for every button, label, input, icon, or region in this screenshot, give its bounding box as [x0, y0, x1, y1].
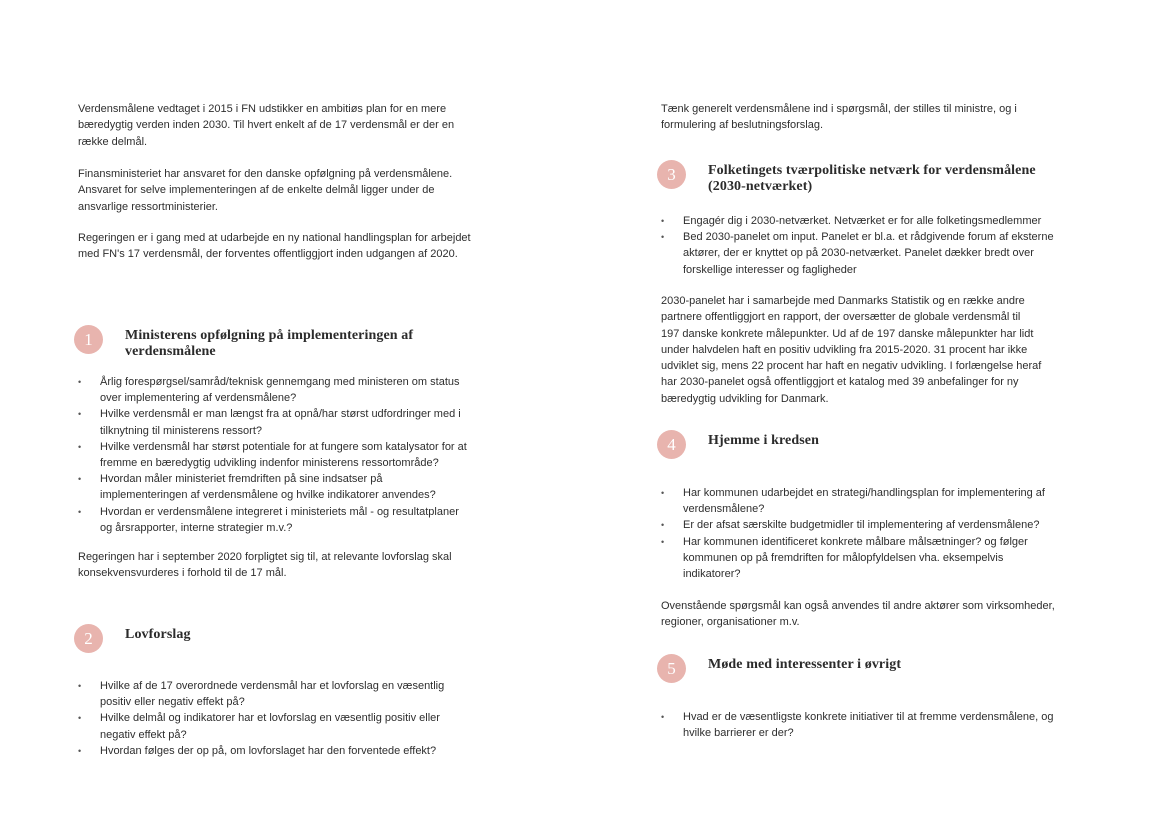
section-1-after-paragraph	[78, 549, 518, 582]
right-intro-text: Tænk generelt verdensmålene ind i spørgsmål, der stilles til ministre, og i formulering af beslutningsforslag.	[661, 103, 1017, 132]
list-item: • Hvilke verdensmål har størst potentiale for at fungere som katalysator for at fremme en bæredygtig udvikling indenfor ministerens ressortområde?	[78, 439, 518, 471]
section-5-title: Møde med interessenter i øvrigt	[708, 657, 902, 672]
list-item: • Har kommunen udarbejdet en strategi/handlingsplan for implementering af verdensmålene?	[661, 485, 1101, 517]
list-item: • Årlig forespørgsel/samråd/teknisk gennemgang med ministeren om status over implementering af verdensmålene?	[78, 374, 518, 406]
list-item: • Engagér dig i 2030-netværket. Netværket er for alle folketingsmedlemmer	[661, 213, 1101, 229]
section-2-title: Lovforslag	[125, 627, 191, 642]
section-1-after-text: Regeringen har i september 2020 forpligtet sig til, at relevante lovforslag skal konsekvensvurderes i forhold til de 17 mål.	[78, 551, 452, 580]
section-4-after-text: Ovenstående spørgsmål kan også anvendes til andre aktører som virksomheder, regioner, organisationer m.v.	[661, 600, 1055, 629]
intro-paragraph-2	[78, 166, 518, 215]
section-4-number-badge: 4	[657, 430, 686, 459]
section-3-heading	[657, 160, 1097, 195]
section-4-title: Hjemme i kredsen	[708, 433, 819, 448]
list-item: • Bed 2030-panelet om input. Panelet er bl.a. et rådgivende forum af eksterne aktører, der er knyttet op på 2030-netværket. Panelet dækker bredt over forskellige interesser og fagligheder	[661, 229, 1101, 278]
list-item: • Hvordan følges der op på, om lovforslaget har den forventede effekt?	[78, 743, 518, 759]
section-5-number-badge: 5	[657, 654, 686, 683]
section-1-number-badge: 1	[74, 325, 103, 354]
section-5-heading	[657, 654, 1097, 683]
section-3-after-paragraph	[661, 293, 1101, 407]
intro-paragraph-3	[78, 230, 518, 263]
section-5-bullet-list	[661, 709, 1101, 741]
list-item: • Hvilke delmål og indikatorer har et lovforslag en væsentlig positiv eller negativ effekt på?	[78, 710, 518, 742]
section-3-after-text: 2030-panelet har i samarbejde med Danmarks Statistik og en række andre partnere offentliggjort en rapport, der oversætter de globale verdensmål til 197 danske konkrete målepunkter. Ud af de 197 danske målepunkter har lidt under halvdelen haft en positiv udvikling fra 2015-2020. 31 procent har ikke udviklet sig, mens 22 procent har haft en negativ udvikling. I forlængelse heraf har 2030-panelet også offentliggjort et katalog med 39 anbefalinger for ny bæredygtig udvikling for Danmark.	[661, 295, 1042, 405]
list-item: • Hvilke verdensmål er man længst fra at opnå/har størst udfordringer med i tilknytning til ministerens ressort?	[78, 406, 518, 438]
section-3-bullet-list	[661, 213, 1101, 278]
list-item: • Hvordan måler ministeriet fremdriften på sine indsatser på implementeringen af verdensmålene og hvilke indikatorer anvendes?	[78, 471, 518, 503]
right-intro-paragraph	[661, 101, 1101, 134]
section-2-number-badge: 2	[74, 624, 103, 653]
list-item: • Hvordan er verdensmålene integreret i ministeriets mål - og resultatplaner og årsrapporter, interne strategier m.v.?	[78, 504, 518, 536]
intro-text-1: Verdensmålene vedtaget i 2015 i FN udstikker en ambitiøs plan for en mere bæredygtig verden inden 2030. Til hvert enkelt af de 17 verdensmål er der en række delmål.	[78, 103, 455, 148]
section-3-number-badge: 3	[657, 160, 686, 189]
section-1-heading	[74, 325, 514, 360]
list-item: • Er der afsat særskilte budgetmidler til implementering af verdensmålene?	[661, 517, 1101, 533]
section-1-title: Ministerens opfølgning på implementeringen af verdensmålene	[125, 328, 414, 359]
intro-text-2: Finansministeriet har ansvaret for den danske opfølgning på verdensmålene. Ansvaret for selve implementeringen af de enkelte delmål ligger under de ansvarlige ressortministerier.	[78, 168, 453, 213]
section-3-title: Folketingets tværpolitiske netværk for verdensmålene (2030-netværket)	[708, 163, 1036, 194]
list-item: • Har kommunen identificeret konkrete målbare målsætninger? og følger kommunen op på fremdriften for målopfyldelsen vha. eksempelvis indikatorer?	[661, 534, 1101, 583]
section-4-after-paragraph	[661, 598, 1101, 631]
section-1-bullet-list	[78, 374, 518, 536]
section-4-heading	[657, 430, 1097, 459]
intro-paragraph-1	[78, 101, 518, 150]
section-2-bullet-list	[78, 678, 518, 759]
list-item: • Hvad er de væsentligste konkrete initiativer til at fremme verdensmålene, og hvilke barrierer er der?	[661, 709, 1101, 741]
section-4-bullet-list	[661, 485, 1101, 582]
section-2-heading	[74, 624, 514, 653]
list-item: • Hvilke af de 17 overordnede verdensmål har et lovforslag en væsentlig positiv eller negativ effekt på?	[78, 678, 518, 710]
intro-text-3: Regeringen er i gang med at udarbejde en ny national handlingsplan for arbejdet med FN's 17 verdensmål, der forventes offentliggjort inden udgangen af 2020.	[78, 232, 471, 261]
